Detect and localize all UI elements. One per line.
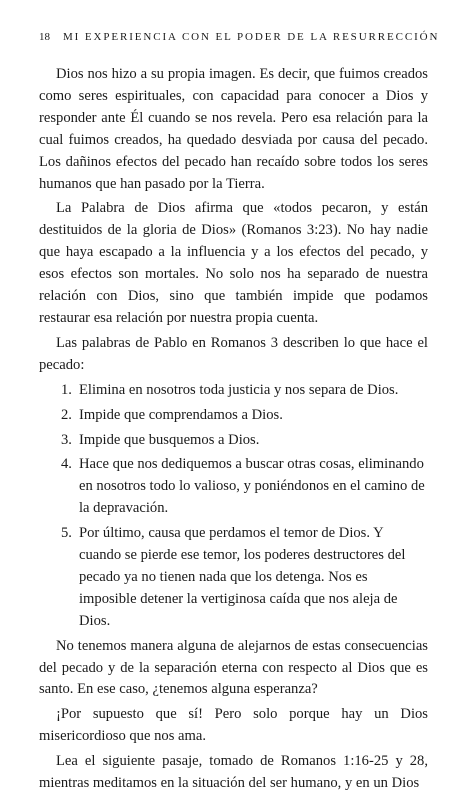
running-title: MI EXPERIENCIA CON EL PODER DE LA RESURRECCIÓN (63, 31, 440, 43)
paragraph: La Palabra de Dios afirma que «todos pecaron, y están destituidos de la gloria de Dios» (Romanos 3:23). No hay nadie que haya escapado a la influencia y a los efectos del pecado, y esos efectos son mortales. No solo nos ha separado de nuestra relación con Dios, sino que también impide que podamos restaurar esa relación por nuestra propia cuenta. (39, 200, 428, 326)
list-item (39, 523, 428, 633)
list-item-number: 4. (61, 456, 72, 473)
list-item-number: 3. (61, 431, 72, 448)
list-item (39, 430, 428, 452)
list-item-number: 5. (61, 525, 72, 542)
paragraph: Dios nos hizo a su propia imagen. Es decir, que fuimos creados como seres espirituales, con capacidad para conocer a Dios y responder ante Él cuando se nos revela. Pero esa relación para la cual fuimos creados, ha quedado desviada por causa del pecado. Los dañinos efectos del pecado han recaído sobre todos los seres humanos que han pasado por la Tierra. (39, 66, 428, 192)
list-item (39, 380, 428, 402)
list-item-text: Elimina en nosotros toda justicia y nos separa de Dios. (79, 381, 399, 398)
list-item-text: Impide que busquemos a Dios. (79, 431, 260, 448)
body-text (39, 64, 428, 795)
paragraph: Las palabras de Pablo en Romanos 3 describen lo que hace el pecado: (39, 334, 428, 373)
numbered-list (39, 380, 428, 633)
running-header (39, 30, 439, 44)
paragraph: ¡Por supuesto que sí! Pero solo porque hay un Dios misericordioso que nos ama. (39, 706, 428, 745)
list-item (39, 454, 428, 520)
list-item (39, 405, 428, 427)
list-item-text: Impide que comprendamos a Dios. (79, 406, 283, 423)
list-item-text: Hace que nos dediquemos a buscar otras cosas, eliminando en nosotros todo lo valioso, y poniéndonos en el camino de la depravación. (79, 456, 425, 517)
list-item-number: 2. (61, 406, 72, 423)
list-item-text: Por último, causa que perdamos el temor de Dios. Y cuando se pierde ese temor, los poderes destructores del pecado ya no tienen nada que los detenga. Nos es imposible detener la vertiginosa caída que nos aleja de Dios. (79, 525, 406, 629)
paragraph: No tenemos manera alguna de alejarnos de estas consecuencias del pecado y de la separación eterna con respecto al Dios que es santo. En ese caso, ¿tenemos alguna esperanza? (39, 637, 428, 698)
list-item-number: 1. (61, 381, 72, 398)
page-number: 18 (39, 31, 50, 43)
paragraph: Lea el siguiente pasaje, tomado de Romanos 1:16-25 y 28, mientras meditamos en la situación del ser humano, y en un Dios (39, 753, 428, 792)
